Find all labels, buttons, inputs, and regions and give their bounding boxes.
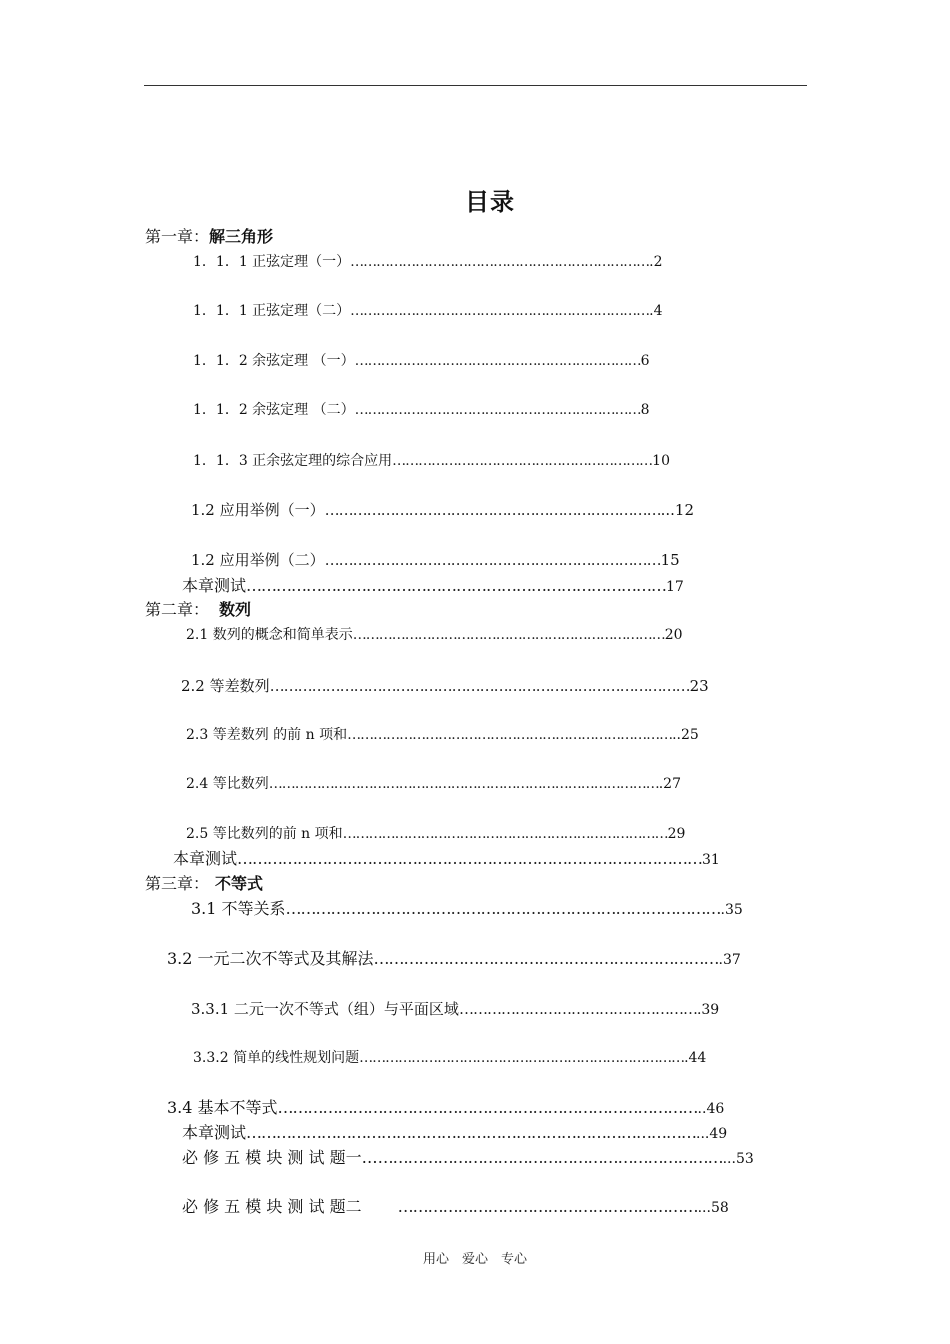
toc-entry[interactable] bbox=[186, 774, 786, 796]
toc-entry[interactable] bbox=[191, 550, 781, 572]
page-number: ...58 bbox=[697, 1200, 729, 1216]
entry-label: 2.3 等差数列 的前 n 项和 bbox=[186, 727, 348, 743]
leader-dots: ……………………………………………………………………………… bbox=[269, 677, 690, 695]
page-number: ...49 bbox=[696, 1126, 728, 1142]
chapter-name: 数列 bbox=[219, 600, 252, 619]
leader-dots: ………………………………………………………………… bbox=[359, 1050, 685, 1066]
chapter-heading bbox=[145, 874, 263, 894]
toc-entry[interactable] bbox=[167, 1098, 762, 1120]
page-number: 15 bbox=[660, 551, 680, 569]
leader-dots: ………………………………………………………………………… bbox=[277, 1098, 698, 1117]
leader-dots: ………………………………………………………… bbox=[354, 353, 641, 369]
entry-label: 2.5 等比数列的前 n 项和 bbox=[186, 826, 343, 842]
entry-label: 1.2 应用举例（一） bbox=[191, 501, 325, 519]
leader-dots: …………………………………………………………… bbox=[350, 303, 650, 319]
chapter-heading bbox=[145, 600, 251, 620]
page-number: .2 bbox=[649, 254, 663, 270]
chapter-prefix: 第一章： bbox=[145, 227, 210, 246]
toc-entry[interactable] bbox=[167, 949, 757, 971]
page-number: 6 bbox=[640, 353, 650, 369]
page-number: .39 bbox=[696, 1002, 720, 1018]
entry-label: 1．1．2 余弦定理 （二） bbox=[193, 402, 355, 418]
page-number: .35 bbox=[720, 902, 743, 918]
entry-label: 必 修 五 模 块 测 试 题二 bbox=[182, 1197, 362, 1216]
page-title: 目录 bbox=[465, 188, 515, 216]
chapter-prefix: 第三章： bbox=[145, 874, 210, 893]
page-number: ...12 bbox=[660, 501, 695, 519]
entry-label: 2.4 等比数列 bbox=[186, 776, 269, 792]
leader-dots: …………………………………………………………… bbox=[377, 1148, 723, 1167]
toc-entry[interactable] bbox=[186, 725, 786, 747]
leader-dots: ……………………………………………………………………………… bbox=[268, 776, 659, 792]
leader-dots: …………………………………………………… bbox=[397, 1197, 698, 1216]
leader-dots: ………………………………………………………………… bbox=[347, 727, 673, 743]
toc-entry[interactable] bbox=[182, 1197, 797, 1219]
toc-entry[interactable] bbox=[186, 625, 786, 647]
leader-dots: …………………………………………………… bbox=[392, 453, 653, 469]
leader-dots: …………………………………………………………… bbox=[350, 254, 650, 270]
leader-dots: ……………………………………………………………… bbox=[324, 551, 661, 569]
leader-dots: …………………………………………………………… bbox=[373, 949, 719, 968]
header-rule bbox=[144, 85, 807, 86]
entry-label: 3.2 一元二次不等式及其解法 bbox=[167, 949, 374, 968]
page-number: ..25 bbox=[672, 727, 699, 743]
chapter-name: 解三角形 bbox=[209, 227, 274, 246]
entry-label: 1．1．3 正余弦定理的综合应用 bbox=[193, 453, 393, 469]
leader-dots: ………………………………………………………………………………… bbox=[237, 849, 703, 868]
toc-entry[interactable] bbox=[182, 1148, 797, 1170]
entry-label: 3.3.1 二元一次不等式（组）与平面区域 bbox=[191, 1000, 459, 1018]
entry-label: 2.1 数列的概念和简单表示 bbox=[186, 627, 353, 643]
page-number: .37 bbox=[718, 952, 741, 968]
toc-entry[interactable] bbox=[193, 252, 773, 274]
page-number: 10 bbox=[652, 453, 670, 469]
chapter-name: 不等式 bbox=[215, 874, 264, 893]
leader-dots: …………………………………………………………………………… bbox=[285, 899, 721, 918]
entry-label: 1.2 应用举例（二） bbox=[191, 551, 325, 569]
page-number: ..46 bbox=[697, 1101, 725, 1117]
leader-dots: ……………………………………………………………… bbox=[352, 627, 665, 643]
chapter-prefix: 第二章： bbox=[145, 600, 210, 619]
toc-entry[interactable] bbox=[193, 301, 773, 323]
entry-label: 3.4 基本不等式 bbox=[167, 1098, 278, 1117]
entry-label: 1．1．1 正弦定理（一） bbox=[193, 254, 351, 270]
leader-dots: ………………………………………………………… bbox=[354, 402, 641, 418]
toc-entry[interactable] bbox=[193, 451, 783, 473]
page-number: .44 bbox=[684, 1050, 707, 1066]
page-number: 20 bbox=[664, 627, 683, 643]
page-number: 31 bbox=[702, 852, 720, 868]
entry-label: 3.3.2 简单的线性规划问题 bbox=[193, 1050, 360, 1066]
toc-entry[interactable] bbox=[191, 999, 786, 1021]
entry-label: 2.2 等差数列 bbox=[181, 677, 270, 695]
toc-entry[interactable] bbox=[186, 824, 786, 846]
toc-entry[interactable] bbox=[191, 899, 776, 921]
page-number: .4 bbox=[649, 303, 663, 319]
entry-label: 必 修 五 模 块 测 试 题一… bbox=[182, 1148, 378, 1167]
leader-dots: ………………………………………………………………………… bbox=[246, 576, 667, 595]
entry-label: 1．1．2 余弦定理 （一） bbox=[193, 353, 355, 369]
toc-entry[interactable] bbox=[182, 1123, 792, 1145]
page-footer: 用心 爱心 专心 bbox=[422, 1252, 527, 1267]
leader-dots: …………………………………………… bbox=[458, 1000, 697, 1018]
leader-dots: ………………………………………………………………… bbox=[342, 826, 668, 842]
toc-entry[interactable] bbox=[173, 849, 788, 871]
entry-label: 1．1．1 正弦定理（二） bbox=[193, 303, 351, 319]
page-number: 29 bbox=[667, 826, 686, 842]
toc-entry[interactable] bbox=[181, 676, 786, 698]
page-number: .27 bbox=[658, 776, 681, 792]
page-number: 23 bbox=[689, 677, 709, 695]
entry-label: 本章测试 bbox=[182, 1123, 247, 1142]
entry-label: 本章测试 bbox=[182, 576, 247, 595]
chapter-heading bbox=[145, 227, 273, 247]
leader-dots: ……………………………………………………………… bbox=[324, 501, 661, 519]
toc-entry[interactable] bbox=[193, 351, 773, 373]
toc-entry[interactable] bbox=[182, 576, 782, 598]
page-number: 8 bbox=[640, 402, 650, 418]
page-number: 17 bbox=[666, 579, 684, 595]
toc-entry[interactable] bbox=[193, 1048, 788, 1070]
leader-dots: ……………………………………………………………………………… bbox=[246, 1123, 697, 1142]
toc-entry[interactable] bbox=[191, 500, 781, 522]
entry-label: 3.1 不等关系 bbox=[191, 899, 286, 918]
entry-label: 本章测试 bbox=[173, 849, 238, 868]
toc-entry[interactable] bbox=[193, 400, 773, 422]
page-number: ...53 bbox=[722, 1151, 754, 1167]
